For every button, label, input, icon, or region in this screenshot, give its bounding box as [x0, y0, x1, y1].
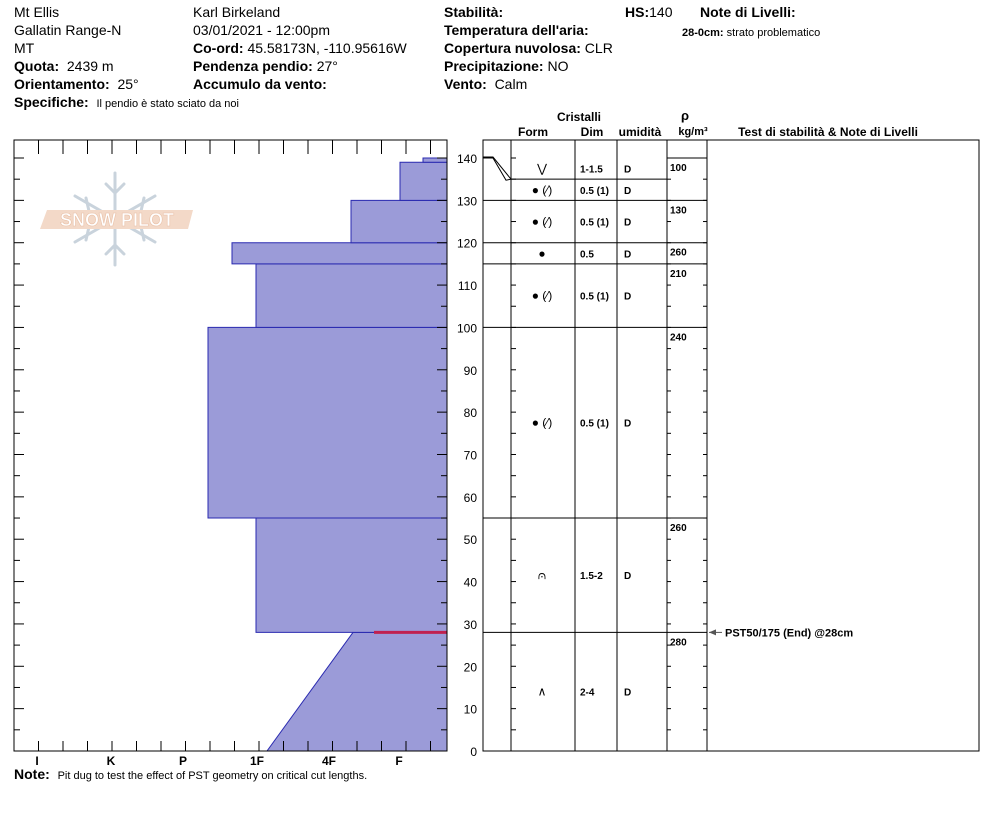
table-frame — [483, 140, 707, 751]
hardness-layer — [351, 200, 447, 242]
slope-value: 27° — [316, 58, 338, 74]
density-value: 240 — [670, 332, 687, 344]
hardness-layer — [256, 518, 447, 632]
height-tick-label: 60 — [463, 490, 477, 505]
stability-test-result: PST50/175 (End) @28cm — [725, 627, 854, 640]
layer-notes-label: Note di Livelli: — [700, 4, 796, 20]
hardness-tick-label: 4F — [321, 754, 337, 768]
layer-note-text: strato problematico — [726, 27, 821, 39]
height-tick-label: 140 — [456, 152, 477, 166]
moisture-value: D — [624, 217, 632, 229]
height-tick-label: 0 — [470, 745, 477, 759]
elevation-value: 2439 m — [66, 58, 114, 74]
hardness-layer — [256, 264, 447, 328]
precip-label: Precipitazione: — [444, 58, 544, 74]
moisture-value: D — [624, 249, 632, 261]
height-tick-label: 80 — [463, 406, 477, 421]
size-header: Dim — [580, 125, 604, 139]
state: MT — [14, 40, 35, 56]
aspect-label: Orientamento: — [14, 76, 110, 92]
grain-form: ● — [538, 246, 546, 261]
cloud-label: Copertura nuvolosa: — [444, 40, 581, 56]
density-unit: kg/m³ — [678, 126, 708, 138]
logo-text: SNOW PILOT — [60, 210, 174, 230]
moisture-value: D — [624, 418, 632, 430]
height-tick-label: 90 — [463, 363, 477, 378]
height-tick-label: 110 — [457, 279, 477, 294]
elevation-label: Quota: — [14, 58, 60, 74]
precip-value: NO — [547, 58, 569, 74]
crystals-header: Cristalli — [556, 110, 602, 124]
layer-table — [483, 108, 918, 751]
form-header: Form — [518, 125, 548, 139]
cloud-value: CLR — [584, 40, 613, 56]
moisture-header: umidità — [618, 125, 662, 139]
height-tick-label: 100 — [456, 321, 477, 336]
moisture-value: D — [624, 164, 632, 176]
height-tick-label: 120 — [456, 236, 477, 251]
wind-value: Calm — [494, 76, 528, 92]
note — [14, 766, 367, 784]
grain-size: 0.5 — [580, 249, 594, 261]
range: Gallatin Range-N — [14, 22, 122, 38]
height-tick-label: 20 — [463, 660, 477, 675]
hardness-layer — [232, 243, 447, 264]
height-tick-label: 10 — [463, 702, 477, 717]
hardness-tick-label: 1F — [249, 754, 265, 768]
coord-value: 45.58173N, -110.95616W — [247, 40, 407, 56]
moisture-value: D — [624, 687, 632, 699]
stability-label: Stabilità: — [444, 4, 504, 20]
hardness-layer — [423, 158, 447, 162]
moisture-value: D — [624, 291, 632, 303]
notes-frame — [707, 140, 979, 751]
moisture-value: D — [624, 571, 632, 583]
hardness-layer — [400, 162, 447, 200]
moisture-value: D — [624, 185, 632, 197]
slope-label: Pendenza pendio: — [193, 58, 313, 74]
note-text: Pit dug to test the effect of PST geometry on critical cut lengths. — [57, 770, 368, 782]
hardness-tick-label: P — [178, 754, 188, 768]
specifics-value: Il pendio è stato sciato da noi — [96, 98, 239, 110]
density-symbol: ρ — [680, 108, 690, 123]
hardness-layer — [267, 632, 447, 751]
wind-loading-label: Accumulo da vento: — [193, 76, 327, 92]
height-tick-label: 40 — [463, 575, 477, 590]
hardness-tick-label: F — [395, 754, 403, 768]
height-tick-label: 50 — [463, 533, 477, 548]
grain-size: 0.5 (1) — [580, 185, 609, 197]
grain-size: 1.5-2 — [580, 571, 603, 583]
snowpilot-logo — [40, 173, 193, 265]
location: Mt Ellis — [14, 4, 60, 20]
height-tick-label: 70 — [463, 448, 477, 463]
air-temp-label: Temperatura dell'aria: — [444, 22, 589, 38]
specifics-label: Specifiche: — [14, 94, 89, 110]
grain-size: 1-1.5 — [580, 164, 603, 176]
coord-label: Co-ord: — [193, 40, 244, 56]
note-label: Note: — [14, 766, 50, 782]
density-value: 260 — [670, 523, 687, 535]
hs-label: HS: — [625, 4, 650, 20]
density-value: 130 — [670, 205, 687, 217]
test-arrow — [709, 629, 716, 635]
grain-form: ⩀ — [537, 568, 547, 583]
grain-size: 0.5 (1) — [580, 418, 609, 430]
density-value: 100 — [670, 163, 687, 174]
grain-size: 2-4 — [580, 687, 595, 699]
density-value: 280 — [670, 637, 687, 649]
grain-form: ● (⁄) — [531, 288, 553, 303]
datetime: 03/01/2021 - 12:00pm — [193, 22, 330, 38]
hardness-profile — [208, 158, 447, 751]
hardness-tick-label: I — [35, 754, 39, 768]
hardness-layer — [208, 327, 447, 518]
notes-header: Test di stabilità & Note di Livelli — [738, 125, 918, 139]
stability-notes-area — [707, 140, 979, 751]
wind-label: Vento: — [444, 76, 487, 92]
height-tick-label: 130 — [456, 194, 477, 209]
grain-form: ● (⁄) — [531, 182, 553, 197]
hs-value: 140 — [649, 4, 673, 20]
height-tick-label: 30 — [463, 617, 477, 632]
grain-form: ⋁ — [537, 161, 547, 176]
grain-size: 0.5 (1) — [580, 291, 609, 303]
grain-size: 0.5 (1) — [580, 217, 609, 229]
observer: Karl Birkeland — [193, 4, 281, 20]
grain-form: ∧ — [537, 684, 547, 699]
layer-note-depth: 28-0cm: — [682, 27, 724, 39]
aspect-value: 25° — [117, 76, 139, 92]
row-connector — [483, 157, 511, 179]
density-value: 210 — [670, 268, 687, 280]
grain-form: ● (⁄) — [531, 214, 553, 229]
hardness-tick-label: K — [106, 754, 116, 768]
density-value: 260 — [670, 247, 687, 259]
grain-form: ● (⁄) — [531, 415, 553, 430]
